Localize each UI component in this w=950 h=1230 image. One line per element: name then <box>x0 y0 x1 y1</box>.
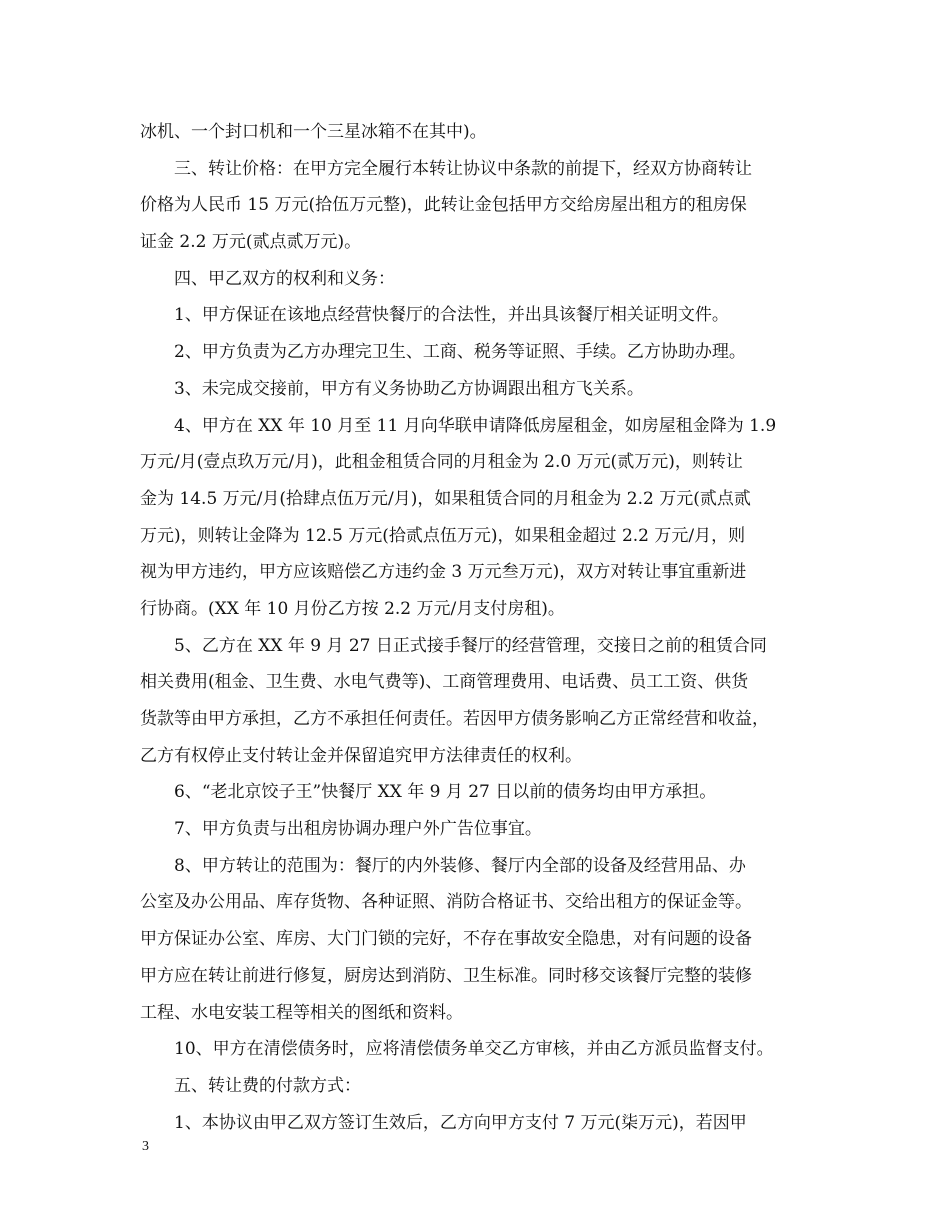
paragraph-start-line: 三、转让价格：在甲方完全履行本转让协议中条款的前提下，经双方协商转让 <box>174 158 752 179</box>
text-line: 公室及办公用品、库存货物、各种证照、消防合格证书、交给出租方的保证金等。 <box>140 892 752 913</box>
paragraph-start-line: 5、乙方在 XX 年 9 月 27 日正式接手餐厅的经营管理，交接日之前的租赁合同 <box>174 635 767 656</box>
text-line: 货款等由甲方承担，乙方不承担任何责任。若因甲方债务影响乙方正常经营和收益， <box>140 709 769 729</box>
paragraph-start-line: 4、甲方在 XX 年 10 月至 11 月向华联申请降低房屋租金，如房屋租金降为 1.9 <box>174 415 777 436</box>
text-line: 行协商。(XX 年 10 月份乙方按 2.2 万元/月支付房租)。 <box>140 598 565 619</box>
paragraph-start-line: 1、甲方保证在该地点经营快餐厅的合法性，并出具该餐厅相关证明文件。 <box>174 305 729 326</box>
document-body <box>140 114 825 1141</box>
paragraph-start-line: 1、本协议由甲乙双方签订生效后，乙方向甲方支付 7 万元(柒万元)，若因甲 <box>174 1112 747 1133</box>
text-line: 视为甲方违约，甲方应该赔偿乙方违约金 3 万元叁万元)，双方对转让事宜重新进 <box>140 562 747 583</box>
paragraph-start-line: 五、转让费的付款方式： <box>174 1075 361 1096</box>
text-line: 冰机、一个封口机和一个三星冰箱不在其中)。 <box>140 122 487 142</box>
text-line: 甲方保证办公室、库房、大门门锁的完好，不存在事故安全隐患，对有问题的设备 <box>140 929 752 950</box>
text-line: 乙方有权停止支付转让金并保留追究甲方法律责任的权利。 <box>140 745 582 766</box>
paragraph-start-line: 2、甲方负责为乙方办理完卫生、工商、税务等证照、手续。乙方协助办理。 <box>174 342 746 363</box>
text-line: 相关费用(租金、卫生费、水电气费等)、工商管理费用、电话费、员工工资、供货 <box>140 672 749 693</box>
text-line: 工程、水电安装工程等相关的图纸和资料。 <box>140 1002 463 1023</box>
paragraph-start-line: 6、“老北京饺子王”快餐厅 XX 年 9 月 27 日以前的债务均由甲方承担。 <box>174 782 717 803</box>
paragraph-start-line: 四、甲乙双方的权利和义务： <box>174 268 395 289</box>
text-line: 金为 14.5 万元/月(拾肆点伍万元/月)，如果租赁合同的月租金为 2.2 万元(贰点贰 <box>140 488 751 509</box>
text-line: 甲方应在转让前进行修复，厨房达到消防、卫生标准。同时移交该餐厅完整的装修 <box>140 965 752 986</box>
paragraph-start-line: 3、未完成交接前，甲方有义务协助乙方协调跟出租方飞关系。 <box>174 378 644 399</box>
page-number: 3 <box>142 1139 149 1154</box>
text-line: 证金 2.2 万元(贰点贰万元)。 <box>140 232 362 253</box>
paragraph-start-line: 8、甲方转让的范围为：餐厅的内外装修、餐厅内全部的设备及经营用品、办 <box>174 855 746 876</box>
text-line: 万元/月(壹点玖万元/月)，此租金租赁合同的月租金为 2.0 万元(贰万元)，则转让 <box>140 452 743 473</box>
text-line: 价格为人民币 15 万元(拾伍万元整)，此转让金包括甲方交给房屋出租方的租房保 <box>140 195 747 216</box>
paragraph-start-line: 10、甲方在清偿债务时，应将清偿债务单交乙方审核，并由乙方派员监督支付。 <box>174 1039 774 1060</box>
text-line: 万元)，则转让金降为 12.5 万元(拾贰点伍万元)，如果租金超过 2.2 万元/月，则 <box>140 525 746 546</box>
paragraph-start-line: 7、甲方负责与出租房协调办理户外广告位事宜。 <box>174 819 542 840</box>
